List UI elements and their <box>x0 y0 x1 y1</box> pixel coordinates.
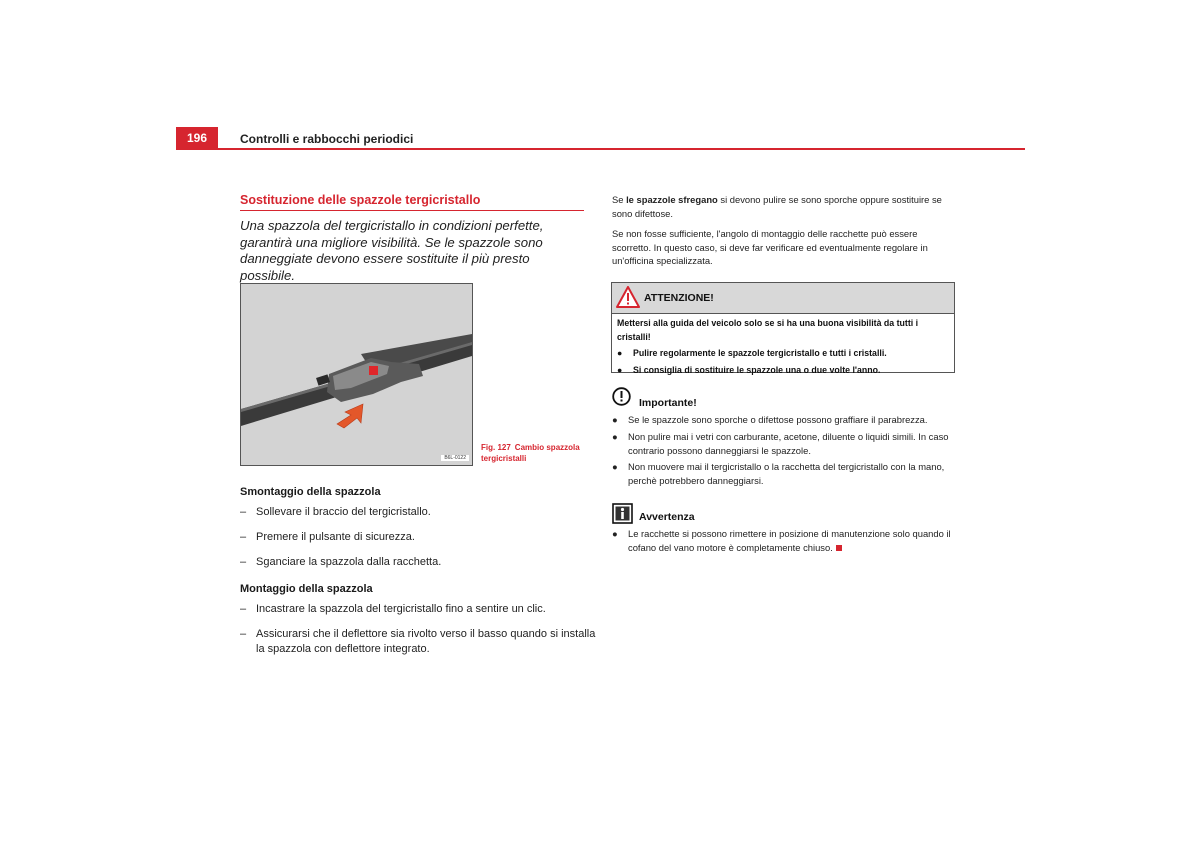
caution-exclamation-icon <box>612 387 631 406</box>
warning-header <box>612 283 954 314</box>
important-title: Importante! <box>639 397 697 409</box>
warning-intro: Mettersi alla guida del veicolo solo se si ha una buona visibilità da tutti i cristalli! <box>617 318 919 342</box>
section-intro: Una spazzola del tergicristallo in condizioni perfette, garantirà una migliore visibilità. Se le spazzole sono danneggiate devono essere sostituite il più presto possibile. <box>240 218 544 283</box>
removal-step: – Sganciare la spazzola dalla racchetta. <box>240 556 442 568</box>
page-number: 196 <box>176 127 218 149</box>
chapter-title: Controlli e rabbocchi periodici <box>240 132 414 146</box>
figure-caption <box>481 442 581 464</box>
warning-title: ATTENZIONE! <box>644 292 714 304</box>
warning-bullet: ● Si consiglia di sostituire le spazzole una o due volte l'anno. <box>617 364 881 375</box>
figure-code: B6L-0122 <box>441 455 469 461</box>
mounting-title: Montaggio della spazzola <box>240 583 373 595</box>
warning-bullet: ● Pulire regolarmente le spazzole tergicristallo e tutti i cristalli. <box>617 348 887 358</box>
important-bullet: ● Se le spazzole sono sporche o difettose possono graffiare il parabrezza. <box>612 414 928 425</box>
release-button-marker <box>369 366 378 375</box>
figure-caption-label: Fig. 127 <box>481 443 511 452</box>
wiper-figure <box>240 283 473 466</box>
paragraph-angolo: Se non fosse sufficiente, l'angolo di montaggio delle racchette può essere scorretto. In questo caso, si deve far verificare ed eventualmente regolare in un'officina specializzata. <box>612 228 928 266</box>
notice-bullet: ● Le racchette si possono rimettere in posizione di manutenzione solo quando il cofano del vano motore è completamente chiuso. <box>612 528 951 553</box>
mounting-step: – Incastrare la spazzola del tergicristallo fino a sentire un clic. <box>240 603 546 615</box>
notice-title: Avvertenza <box>639 511 695 523</box>
paragraph-sfregano: Se le spazzole sfregano si devono pulire se sono sporche oppure sostituire se sono difettose. <box>612 194 942 219</box>
important-bullet: ● Non muovere mai il tergicristallo o la racchetta del tergicristallo con la mano, perchè potrebbero danneggiarsi. <box>612 461 945 486</box>
info-icon <box>612 503 633 524</box>
end-of-section-mark <box>836 545 842 551</box>
section-title: Sostituzione delle spazzole tergicristallo <box>240 193 481 207</box>
important-bullet: ● Non pulire mai i vetri con carburante, acetone, diluente o liquidi simili. In caso contrario possono danneggiarsi le spazzole. <box>612 431 949 456</box>
mounting-step: – Assicurarsi che il deflettore sia rivolto verso il basso quando si installa la spazzola con deflettore integrato. <box>240 628 596 655</box>
removal-title: Smontaggio della spazzola <box>240 486 381 498</box>
warning-box <box>611 282 955 373</box>
section-rule <box>240 210 584 211</box>
header-rule <box>176 148 1025 150</box>
wiper-blade-illustration <box>241 284 472 465</box>
removal-step: – Premere il pulsante di sicurezza. <box>240 531 415 543</box>
figure-caption-text: Cambio spazzola tergicristalli <box>481 443 580 463</box>
warning-triangle-icon <box>616 286 640 308</box>
removal-step: – Sollevare il braccio del tergicristallo. <box>240 506 431 518</box>
